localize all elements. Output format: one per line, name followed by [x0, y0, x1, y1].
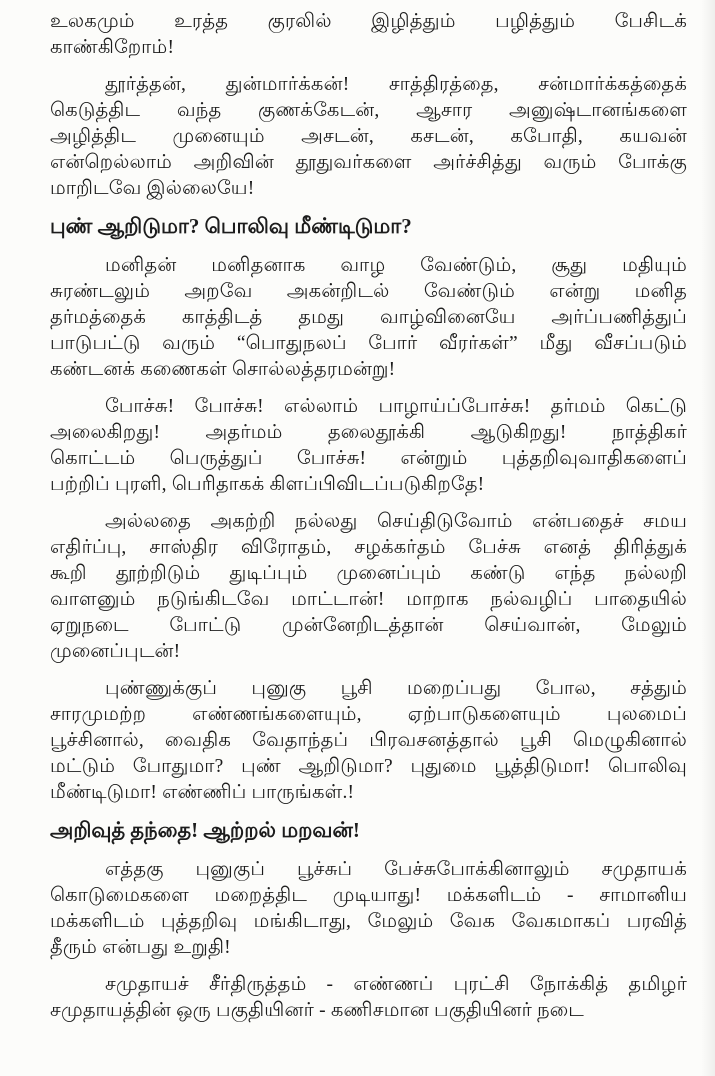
- paragraph: [50, 972, 687, 1024]
- text-line: கெடுத்திட வந்த குணக்கேடன், ஆசார அனுஷ்டானங்களை: [50, 100, 687, 121]
- section-heading: [50, 817, 687, 844]
- text-line: தீரும் என்பது உறுதி!: [50, 937, 231, 958]
- paragraph: [50, 394, 687, 498]
- text-line: சுரண்டலும் அறவே அகன்றிடல் வேண்டும் என்று மனித: [50, 281, 687, 302]
- text-line: உலகமும் உரத்த குரலில் இழித்தும் பழித்தும் பேசிடக்: [50, 11, 687, 32]
- text-line: சமுதாயத்தின் ஒரு பகுதியினர் - கணிசமான பகுதியினர் நடை: [50, 1000, 584, 1021]
- text-line: வாளனும் நடுங்கிடவே மாட்டான்! மாறாக நல்வழிப் பாதையில்: [50, 589, 687, 610]
- text-line: பூச்சினால், வைதிக வேதாந்தப் பிரவசனத்தால் பூசி மெழுகினால்: [50, 730, 687, 751]
- text-line: அறிவுத் தந்தை! ஆற்றல் மறவன்!: [50, 818, 360, 842]
- text-line: அல்லதை அகற்றி நல்லது செய்திடுவோம் என்பதைச் சமய: [105, 511, 687, 532]
- text-line: ஏறுநடை போட்டு முன்னேறிடத்தான் செய்வான், மேலும்: [50, 615, 687, 636]
- text-line: எத்தகு புனுகுப் பூச்சுப் பேச்சுபோக்கினாலும் சமுதாயக்: [105, 859, 687, 880]
- text-line: தூர்த்தன், துன்மார்க்கன்! சாத்திரத்தை, சன்மார்க்கத்தைக்: [105, 74, 687, 95]
- text-line: அலைகிறது! அதர்மம் தலைதூக்கி ஆடுகிறது! நாத்திகர்: [50, 422, 687, 443]
- text-line: கண்டனக் கணைகள் சொல்லத்தரமன்று!: [50, 359, 396, 380]
- paragraph: [50, 72, 687, 202]
- text-line: புண் ஆறிடுமா? பொலிவு மீண்டிடுமா?: [50, 214, 412, 238]
- paragraph: [50, 857, 687, 961]
- text-line: அழித்திட முனையும் அசடன், கசடன், கபோதி, கயவன்: [50, 126, 687, 147]
- text-line: கூறி தூற்றிடும் துடிப்பும் முனைப்பும் கண்டு எந்த நல்லறி: [50, 563, 687, 584]
- paragraph: [50, 509, 687, 665]
- text-line: மனிதன் மனிதனாக வாழ வேண்டும், சூது மதியும்: [105, 255, 687, 276]
- text-line: புண்ணுக்குப் புனுகு பூசி மறைப்பது போல, சத்தும்: [105, 678, 687, 699]
- text-line: காண்கிறோம்!: [50, 37, 175, 58]
- text-line: பாடுபட்டு வரும் “பொதுநலப் போர் வீரர்கள்” மீது வீசப்படும்: [50, 333, 687, 354]
- text-line: கொடுமைகளை மறைத்திட முடியாது! மக்களிடம் - சாமானிய: [50, 885, 687, 906]
- text-line: சாரமுமற்ற எண்ணங்களையும், ஏற்பாடுகளையும் புலமைப்: [50, 704, 687, 725]
- page-text: [50, 9, 687, 1035]
- text-line: முனைப்புடன்!: [50, 641, 181, 662]
- paragraph: [50, 253, 687, 383]
- text-line: மட்டும் போதுமா? புண் ஆறிடுமா? புதுமை பூத்திடுமா! பொலிவு: [50, 756, 687, 777]
- text-line: சமுதாயச் சீர்திருத்தம் - எண்ணப் புரட்சி நோக்கித் தமிழர்: [105, 974, 687, 995]
- paragraph: [50, 9, 687, 61]
- text-line: கொட்டம் பெருத்துப் போச்சு! என்றும் புத்தறிவுவாதிகளைப்: [50, 448, 687, 469]
- text-line: போச்சு! போச்சு! எல்லாம் பாழாய்ப்போச்சு! தர்மம் கெட்டு: [105, 396, 687, 417]
- text-line: எதிர்ப்பு, சாஸ்திர விரோதம், சழக்கர்தம் பேச்சு எனத் திரித்துக்: [50, 537, 687, 558]
- paragraph: [50, 676, 687, 806]
- text-line: மீண்டிடுமா! எண்ணிப் பாருங்கள்.!: [50, 782, 355, 803]
- text-line: தர்மத்தைக் காத்திடத் தமது வாழ்வினையே அர்ப்பணித்துப்: [50, 307, 687, 328]
- text-line: பற்றிப் புரளி, பெரிதாகக் கிளப்பிவிடப்படுகிறதே!: [50, 474, 485, 495]
- text-line: மாறிடவே இல்லையே!: [50, 178, 255, 199]
- text-line: மக்களிடம் புத்தறிவு மங்கிடாது, மேலும் வேக வேகமாகப் பரவித்: [50, 911, 687, 932]
- section-heading: [50, 213, 687, 240]
- text-line: என்றெல்லாம் அறிவின் தூதுவர்களை அர்ச்சித்து வரும் போக்கு: [50, 152, 687, 173]
